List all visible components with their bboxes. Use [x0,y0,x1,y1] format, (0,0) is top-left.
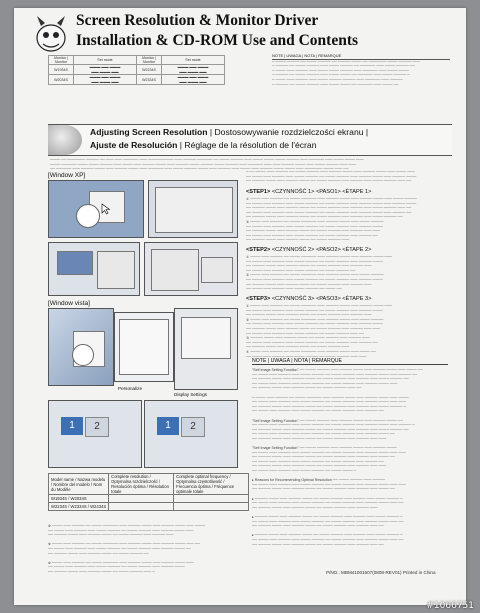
pointer-arrow-icon [101,203,111,215]
display-settings-label: Display Settings [174,392,207,397]
step1-heading: <STEP1> <CZYNNOŚĆ 1> <PASO1> <ÉTAPE 1> [246,189,372,195]
monitor-2-box: 2 [85,417,109,437]
step1-text: ① ──── ─── ───── ── ──── ────── ─── ───── ──── ─── ───── ──── ─── ──── ───── ── ──── ─── ───── ─── ──── ───── ── ──── ───── ─── ───── ──── ─── ───── ──── ── ───── ──── ─── ───── ──── ── ──── ───── ─── ───── ─── ──── ───── ─── ── ── ──── ─── ───── ─── ──── ───── ── ──── ───── ─── ───── ──── ─── ───── ── ── ───── ──── ─── ───── ──── ── ──── ───── ─── ───── ─── ──── ───── ── ② ──── ─── ───── ── ──── ────── ─── ───── ──── ─── ──── ───── ── ──── ─── ───── ─── ──── ───── ── ──── ───── ─── ───── ──── ── ───── ──── ─── ───── ──── ── ──── ───── ─── ───── ─── ─── ── ──── ─── ───── ─── ──── ───── ── ──── ───── ─── ───── ── ── ───── ──── ─── ───── ──── ── ──── ───── ─── [246,197,417,243]
spec-cell: ▬▬▬ ▬▬ ▬▬▬ ▬▬ ▬▬▬ ▬▬ [74,75,137,85]
resolution-panel [151,249,199,291]
spec-header: Monitor | Monitor [137,56,162,65]
modes-cell: W1934S / W2034S [49,495,109,503]
zoom-circle-icon [72,344,94,366]
step-intro-text: ─ ── ──── ─── ───── ── ──── ───── ─── ───── ──── ─── ───── ──── ─── ──── ─── ── ──── ─── ───── ─── ──── ───── ── ──── ───── ─── ───── ──── ─── ───── ──── ── ───── ──── ─── ───── ──── ── ──── ───── ─── ───── ─── ──── ───── ─── ── [246,170,417,184]
step2-text: ① ──── ─── ───── ── ──── ────── ─── ───── ──── ─── ───── ──── ─── ── ──── ─── ───── ─── ──── ───── ── ──── ───── ─── ───── ──── ── ───── ──── ─── ───── ──── ── ──── ───── ─── ───── ─── ── ──── ─── ───── ─── ──── ───── ── ──── ───── ── ② ──── ─── ───── ── ──── ────── ─── ───── ──── ─── ──── ───── ── ──── ─── ───── ─── ──── ───── ── ──── ───── ─── ───── ──── ── ───── ──── ─── ───── ──── ── ──── ───── ─── ───── ─── ── ──── ─── ───── ─── ──── ───── ── ──── ── [246,255,393,292]
document-title-line2: Installation & CD-ROM Use and Contents [76,32,359,49]
xp-settings-screenshot [48,242,140,296]
monitor-1-box: 1 [61,417,83,435]
step2-heading: <STEP2> <CZYNNOŚĆ 2> <PASO2> <ÉTAPE 2> [246,247,372,253]
monitor-1-box: 1 [157,417,179,435]
vista-personalize-screenshot [114,312,174,382]
monitor-identify-screenshot [48,400,142,468]
section-title-line2: Ajuste de Resolución | Réglage de la résolution de l'écran [90,140,317,150]
lg-logo-mascot-icon [33,14,69,54]
xp-display-properties-screenshot [148,180,238,238]
dialog-panel [155,187,233,233]
part-number: P/NO.: MBM41001507(0808-REV01) Printed in China [326,570,436,575]
section-banner [48,124,452,156]
zoom-circle-icon [76,204,100,228]
image-number: #1066751 [426,601,474,611]
step3-text: ① ──── ─── ───── ── ──── ────── ─── ───── ──── ─── ───── ──── ─── ── ──── ─── ───── ─── ──── ───── ── ──── ───── ─── ───── ──── ── ───── ──── ─── ───── ──── ── ──── ───── ─── ───── ─── ② ──── ─── ───── ── ──── ────── ─── ───── ──── ─── ──── ───── ── ──── ─── ───── ─── ──── ───── ── ──── ───── ─── ───── ──── ── ───── ──── ─── ───── ──── ── ──── ───── ─── ───── ─── ─── ── ──── ─── ───── ─── ──── ───── ── ──── ───── ─── ── ③ ───── ──── ─── ───── ──── ── ──── ───── ─── ───── ─── ── ──── ─── ───── ─── ──── ───── ── ──── ───── ─── ───── ── ── ───── ──── ─── ───── ──── ── ──── ───── ─── ④ ──── ─── ───── ── ──── ────── ─── ───── ──── ─── ──── ── ── ──── ─── ───── ─── ──── ───── ── ──── ───── ─── ─── [246,304,393,359]
footnotes: ※ ──── ─── ───── ── ──── ────── ─── ───── ──── ─── ───── ──── ─── ──── ── ──── ─── ───── ─── ──── ───── ── ──── ───── ─── ───── ──── ─── ── ───── ──── ─── ───── ──── ── ──── ───── ─── ───── ─── ※ ──── ─── ───── ── ──── ────── ─── ───── ──── ─── ───── ──── ─── ── ── ──── ─── ───── ─── ──── ───── ── ──── ───── ─── ───── ──── ── ── ───── ──── ─── ───── ──── ── ──── ───── ── ※ ──── ─── ───── ── ──── ────── ─── ───── ──── ─── ───── ──── ─── ── ──── ─── ───── ─── ──── ───── ── ──── ───── ─── ───── ──── ── ───── ──── ─── ───── ──── ── ──── ───── ─── ─ [48,524,206,574]
settings-panel [97,251,135,289]
spec-cell: ▬▬▬ ▬▬ ▬▬▬ ▬▬ ▬▬▬ ▬▬ [74,65,137,75]
spec-cell: W1934S [49,65,74,75]
display-settings-panel [181,317,231,359]
monitor-2-box: 2 [181,417,205,437]
spec-header: Set mode [74,56,137,65]
section-title-line1: Adjusting Screen Resolution | Dostosowywanie rozdzielczości ekranu | [90,127,369,137]
intro-paragraph: ──── ── ─────── ───── ── ─── ─── ────── ─── ────────── ─── ───── ────── ── ──── ───── ─── ──── ──── ──── ───── ─── ────── ─── ──── ──── ─── ──── ────── ──── ──── ───── ─── ──── ─── ───── ──── ─── ───── ──── ───── ──── ───── ─── ────── ─── ─── ───── ──── ─── ──── ───── ─── ─── ── ────── ─── ───── ──── ─── ───── ──── ─── ────── ─── ──── ───── ──── ─── ───── ─── ──── ─── ───── ──── ──── ─── ─────── ──── ─── ── [50,158,364,172]
spec-cell: ▬▬▬ ▬▬ ▬▬▬ ▬▬ ▬▬▬ ▬▬ [162,75,225,85]
modes-cell [109,503,174,511]
resolution-panel [201,257,233,283]
note-heading: NOTE | UWAGA | NOTA | REMARQUE [252,358,448,365]
modes-header: Complete resolution / Optymalna rozdzielczość / Resolución óptima / Résolution totale [109,474,174,495]
spec-cell: W2234S [137,65,162,75]
spec-cell: ▬▬▬ ▬▬ ▬▬▬ ▬▬ ▬▬▬ ▬▬ [162,65,225,75]
spec-cell: W2034S [49,75,74,85]
window-xp-label: [Window XP] [48,172,86,179]
personalize-label: Personalize [118,386,143,391]
spec-cell: W2334S [137,75,162,85]
modes-cell [174,495,249,503]
xp-resolution-screenshot [144,242,238,296]
top-notes: NOTE | UWAGA | NOTA | REMARQUE ─ ──── ───── ── ──── ───── ── ───── ──── ── ─────── ──── ───── ─── ─ ───── ── ──── ───── ─── ──── ───── ── ────── ─── ──── ───── ── ─ ──── ─── ───── ─── ──── ──── ───── ─── ────── ─── ──── ──── ─ ───── ── ──── ───── ─── ──── ──── ── ────── ─── ──── ───── ─ ─ ──── ─── ───── ─── ──── ───── ───── ─── ────── ─── ───── ─ ───── ── ──── ───── ─── ──── ──── ── ────── ─── ──── ── [272,54,450,96]
modes-header: Model name / Nazwa modelu / Nombre del modelo / Nom du Modèle [49,474,109,495]
step3-heading: <STEP3> <CZYNNOŚĆ 3> <PASO3> <ÉTAPE 3> [246,296,372,302]
settings-panel [57,251,93,275]
section-badge-icon [48,125,82,155]
modes-cell [174,503,249,511]
monitor-resolution-screenshot [144,400,238,468]
personalize-panel [119,319,169,375]
spec-header: Monitor | Monitor [49,56,74,65]
spec-table [48,55,225,85]
modes-table [48,473,249,511]
modes-header: Complete optimal frequency / Optymalna częstotliwość / Frecuencia óptima / Fréquence optimale totale [174,474,249,495]
modes-cell [109,495,174,503]
instruction-sheet [14,8,466,605]
document-title-line1: Screen Resolution & Monitor Driver [76,12,319,29]
vista-display-settings-screenshot [174,308,238,390]
modes-cell: W2234S / W2334S / W2434S [49,503,109,511]
note-body: "Self Image Setting Function" ── ──── ───── ─── ───── ──── ─── ───── ──── ─── ──── ── ── ──── ─── ───── ─── ──── ───── ── ──── ───── ─── ───── ──── ─── ───── ── ── ───── ──── ─── ───── ──── ── ──── ───── ─── ───── ─── ──── ───── ── ── ──── ─── ───── ─── ──── ───── ── ──── ───── ─── ───── ──── ─── ── ───── ──── ─── ───── ──── ── ──── ───── ─── ── ─ ──── ─── ───── ── ──── ────── ─── ───── ──── ─── ───── ──── ─── ──── ── ──── ─── ───── ─── ──── ───── ── ──── ───── ─── ───── ──── ─── ─── ── ───── ──── ─── ───── ──── ── ──── ───── ─── ───── ─── ──── ───── ─ ── ──── ─── ───── ─── ──── ───── ── ──── ───── ─── ───── ── "Self Image Setting Function" ── ──── ───── ─── ───── ──── ─── ───── ──── ── ── ──── ─── ───── ─── ──── ───── ── ──── ───── ─── ───── ──── ─── ───── ─ ── ───── ──── ─── ───── ──── ── ──── ───── ─── ───── ─── ──── ───── ── ── ──── ─── ───── ─── ──── ───── ── ──── ───── ─── ───── ──── ── ── ───── ──── ─── ───── ──── ── ──── ───── ─── ───── ─── ─── "Self Image Setting Function" ── ──── ───── ─── ───── ──── ─── ───── ──── ── ──── ─── ───── ─── ──── ───── ── ──── ───── ─── ───── ──── ─── ─── ── ───── ──── ─── ───── ──── ── ──── ───── ─── ───── ─── ──── ── ── ──── ─── ───── ─── ──── ───── ── ──── ───── ─── ───── ── ── ───── ──── ─── ───── ──── ── ──── ───── ─── ───── ─── ─── ── ──── ─── ───── ─── ──── ───── ── ──── ──── ─ ▸ Reasons for Recommending Optimal Resolution ── ──── ───── ─── ───── ── ──── ─── ───── ─── ──── ───── ── ──── ───── ─── ───── ──── ─── ─── ── ───── ──── ─── ───── ──── ── ──── ───── ─── ───── ─── ──── ── ▸ ───── ──── ─── ───── ──── ── ──── ───── ─── ───── ─── ──── ───── ─ ── ──── ─── ───── ─── ──── ───── ── ──── ───── ─── ───── ──── ─── ── ── ───── ──── ─── ───── ──── ── ──── ───── ─── ───── ─── ▸ ───── ──── ─── ───── ──── ── ──── ───── ─── ───── ─── ──── ───── ─ ── ──── ─── ───── ─── ──── ───── ── ──── ───── ─── ───── ──── ─── ── ── ───── ──── ─── ───── ──── ── ──── ───── ─── ───── ─── ── ▸ ───── ──── ─── ───── ──── ── ──── ───── ─── ───── ─── ──── ───── ─ ── ──── ─── ───── ─── ──── ───── ── ──── ───── ─── ───── ──── ─── ── ── ───── ──── ─── ───── ──── ── ──── ───── ─── ───── ─── ── [252,368,423,547]
window-vista-label: [Window vista] [48,300,90,307]
spec-header: Set mode [162,56,225,65]
